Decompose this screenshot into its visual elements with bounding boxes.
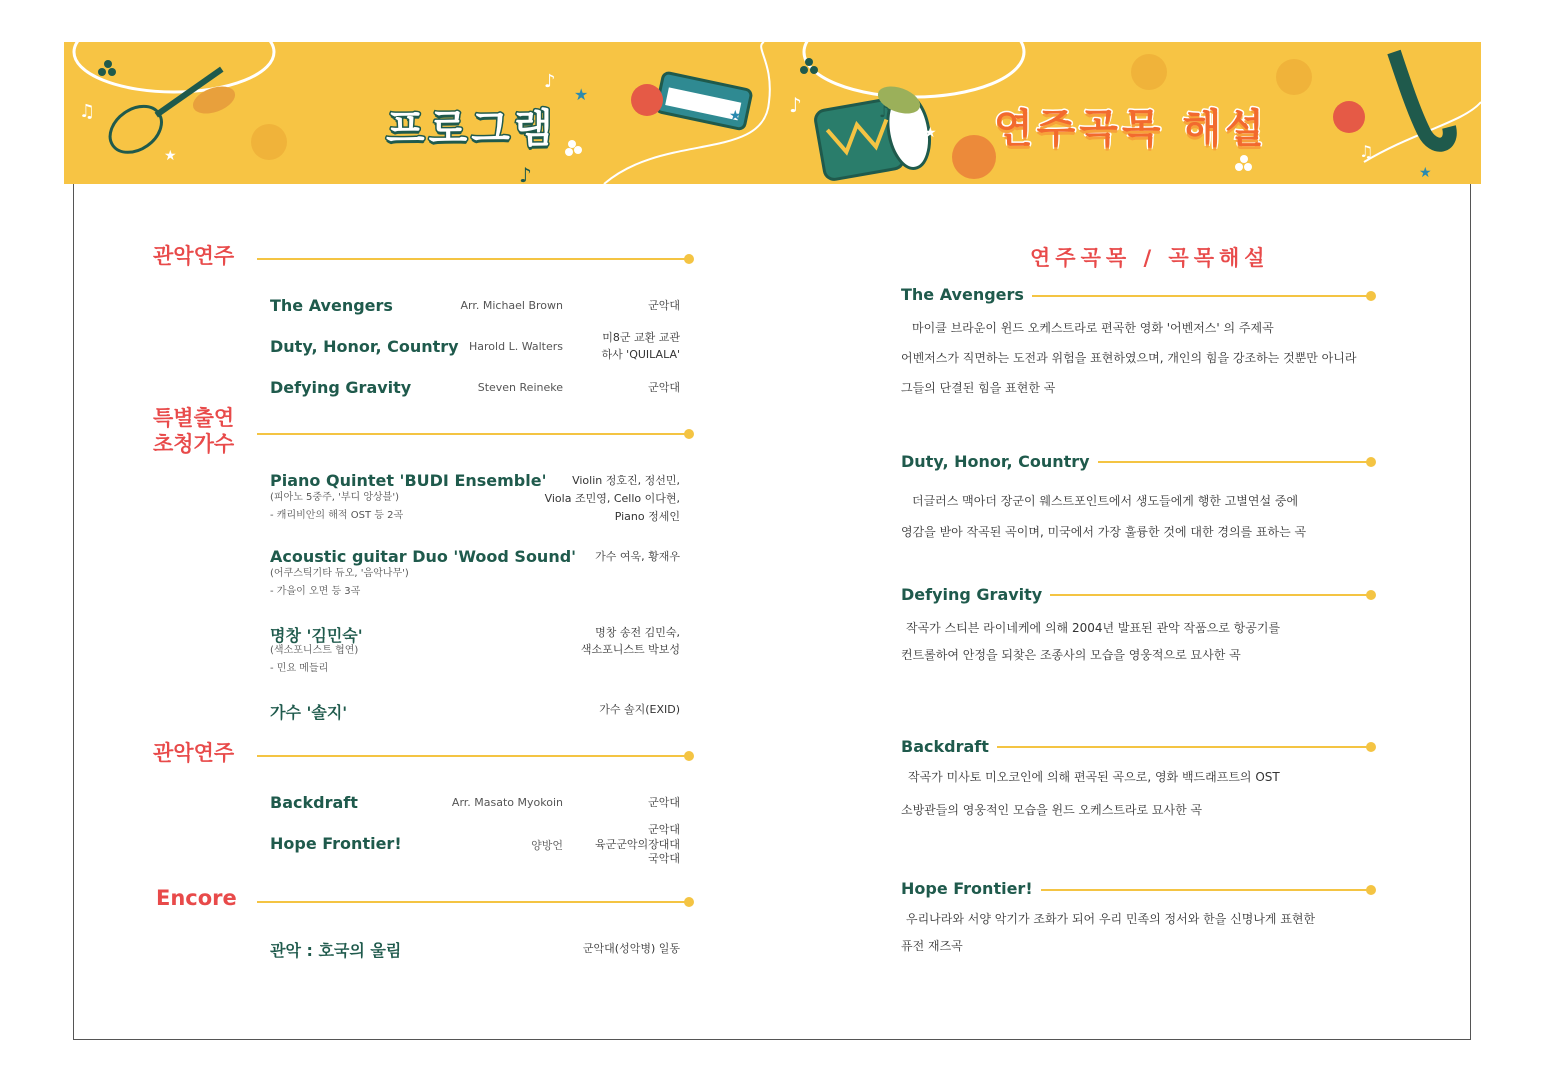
divider-line: [1050, 461, 1370, 463]
divider-line: [1010, 594, 1370, 596]
divider-line: [1000, 889, 1370, 891]
divider-dot: [684, 429, 694, 439]
note-title: Hope Frontier!: [901, 879, 1041, 898]
note-text: 컨트롤하여 안정을 되찾은 조종사의 모습을 영웅적으로 묘사한 곡: [901, 648, 1241, 662]
divider-line: [257, 755, 687, 757]
svg-text:♪: ♪: [544, 71, 556, 92]
program-item-title: Defying Gravity: [270, 378, 412, 397]
note-text: 퓨전 재즈곡: [901, 939, 963, 953]
program-item-arranger: Arr. Masato Myokoin: [451, 796, 563, 809]
program-item-performer: 색소포니스트 박보성: [580, 643, 680, 656]
program-item-title: Piano Quintet 'BUDI Ensemble': [270, 471, 547, 490]
divider-line: [257, 433, 687, 435]
svg-text:♪: ♪: [519, 163, 532, 184]
note-text: 어벤저스가 직면하는 도전과 위험을 표현하였으며, 개인의 힘을 강조하는 것뿐만 아니라: [901, 351, 1357, 365]
program-item-subtitle: - 민요 메들리: [270, 663, 329, 674]
leaf-icon: [1131, 54, 1167, 90]
program-item-performer: 군악대: [648, 823, 680, 836]
leaf-icon: [631, 84, 663, 116]
program-item-arranger: Arr. Michael Brown: [460, 299, 563, 312]
svg-text:♪: ♪: [879, 102, 890, 121]
svg-text:★: ★: [1419, 165, 1432, 181]
program-title: 프로그램: [386, 106, 557, 152]
divider-line: [257, 901, 687, 903]
banner-decoration: [64, 42, 1481, 184]
page-frame: [73, 52, 1471, 1040]
header-banner: [64, 42, 1481, 184]
program-item-performer: 명창 송전 김민숙,: [595, 626, 680, 639]
svg-text:★: ★: [574, 85, 589, 104]
svg-text:♫: ♫: [1359, 142, 1374, 161]
divider-dot: [1366, 457, 1376, 467]
note-title: Backdraft: [901, 737, 997, 756]
program-item-title: Backdraft: [270, 793, 358, 812]
note-text: 작곡가 미사토 미오코인에 의해 편곡된 곡으로, 영화 백드래프트의 OST: [908, 770, 1280, 784]
program-item-title: Duty, Honor, Country: [270, 337, 459, 356]
program-item-title: Acoustic guitar Duo 'Wood Sound': [270, 547, 577, 566]
divider-dot: [1366, 291, 1376, 301]
program-item-performer: 국악대: [648, 852, 680, 865]
svg-text:★: ★: [729, 108, 742, 124]
program-item-performer: 군악대: [648, 796, 680, 809]
section-label: 관악연주: [153, 741, 235, 765]
program-item-arranger: 양방언: [531, 839, 563, 852]
program-item-performer: 가수 솔지(EXID): [599, 703, 680, 716]
program-item-performer: 하사 'QUILALA': [601, 348, 680, 361]
svg-text:★: ★: [924, 125, 937, 141]
program-item-performer: 육군군악의장대대: [594, 838, 680, 851]
notes-title: 연주곡목 해설: [994, 106, 1268, 152]
divider-dot: [684, 751, 694, 761]
note-text: 우리나라와 서양 악기가 조화가 되어 우리 민족의 정서와 한을 신명나게 표현한: [906, 912, 1316, 926]
program-item-subtitle: (색소포니스트 협연): [270, 645, 359, 656]
divider-line: [975, 746, 1370, 748]
section-label: 초청가수: [153, 432, 235, 456]
note-text: 마이클 브라운이 윈드 오케스트라로 편곡한 영화 '어벤저스' 의 주제곡: [912, 321, 1274, 335]
program-item-arranger: Harold L. Walters: [469, 340, 563, 353]
program-item-performer: 군악대: [648, 299, 680, 312]
saxophone-icon: [1394, 52, 1450, 145]
leaf-icon: [1276, 59, 1312, 95]
note-text: 소방관들의 영웅적인 모습을 윈드 오케스트라로 묘사한 곡: [901, 803, 1203, 817]
program-item-title: 명창 '김민숙': [270, 626, 363, 645]
program-item-performer: 미8군 교환 교관: [602, 331, 680, 344]
note-text: 영감을 받아 작곡된 곡이며, 미국에서 가장 훌륭한 것에 대한 경의를 표하는 곡: [901, 525, 1307, 539]
note-text: 더글러스 맥아더 장군이 웨스트포인트에서 생도들에게 행한 고별연설 중에: [912, 494, 1299, 508]
leaf-icon: [251, 124, 287, 160]
program-item-title: 가수 '솔지': [270, 703, 348, 722]
note-text: 그들의 단결된 힘을 표현한 곡: [901, 381, 1056, 395]
program-item-title: Hope Frontier!: [270, 834, 402, 853]
note-title: Duty, Honor, Country: [901, 452, 1098, 471]
program-item-performer: Violin 정호진, 정선민,: [572, 474, 680, 487]
svg-text:♪: ♪: [789, 93, 802, 117]
divider-dot: [1366, 742, 1376, 752]
program-item-subtitle: - 캐리비안의 해적 OST 등 2곡: [270, 510, 404, 521]
program-item-performer: Viola 조민영, Cello 이다현,: [544, 492, 680, 505]
section-label: Encore: [156, 886, 237, 910]
divider-dot: [1366, 590, 1376, 600]
leaf-icon: [1333, 101, 1365, 133]
svg-text:♫: ♫: [79, 101, 96, 122]
notes-heading: 연주곡목 / 곡목해설: [1030, 246, 1270, 270]
note-text: 작곡가 스티븐 라이네케에 의해 2004년 발표된 관악 작품으로 항공기를: [906, 621, 1281, 635]
program-item-title: 관악 : 호국의 울림: [270, 941, 402, 960]
divider-line: [257, 258, 687, 260]
divider-dot: [1366, 885, 1376, 895]
note-title: Defying Gravity: [901, 585, 1050, 604]
program-item-performer: 가수 여욱, 황재우: [595, 550, 680, 563]
program-item-performer: 군악대: [648, 381, 680, 394]
divider-dot: [684, 897, 694, 907]
program-item-arranger: Steven Reineke: [477, 381, 563, 394]
program-item-subtitle: (어쿠스틱기타 듀오, '음악나무'): [270, 568, 409, 579]
program-item-title: The Avengers: [270, 296, 393, 315]
section-label: 특별출연: [153, 406, 235, 430]
note-title: The Avengers: [901, 285, 1032, 304]
program-item-subtitle: (피아노 5중주, '부디 앙상블'): [270, 492, 399, 503]
program-item-performer: Piano 정세인: [614, 510, 680, 523]
program-item-performer: 군악대(성악병) 일동: [582, 942, 680, 955]
program-item-subtitle: - 가을이 오면 등 3곡: [270, 586, 361, 597]
section-label: 관악연주: [153, 244, 235, 268]
divider-line: [1000, 295, 1370, 297]
svg-text:★: ★: [164, 148, 177, 164]
divider-dot: [684, 254, 694, 264]
leaf-icon: [952, 135, 996, 179]
